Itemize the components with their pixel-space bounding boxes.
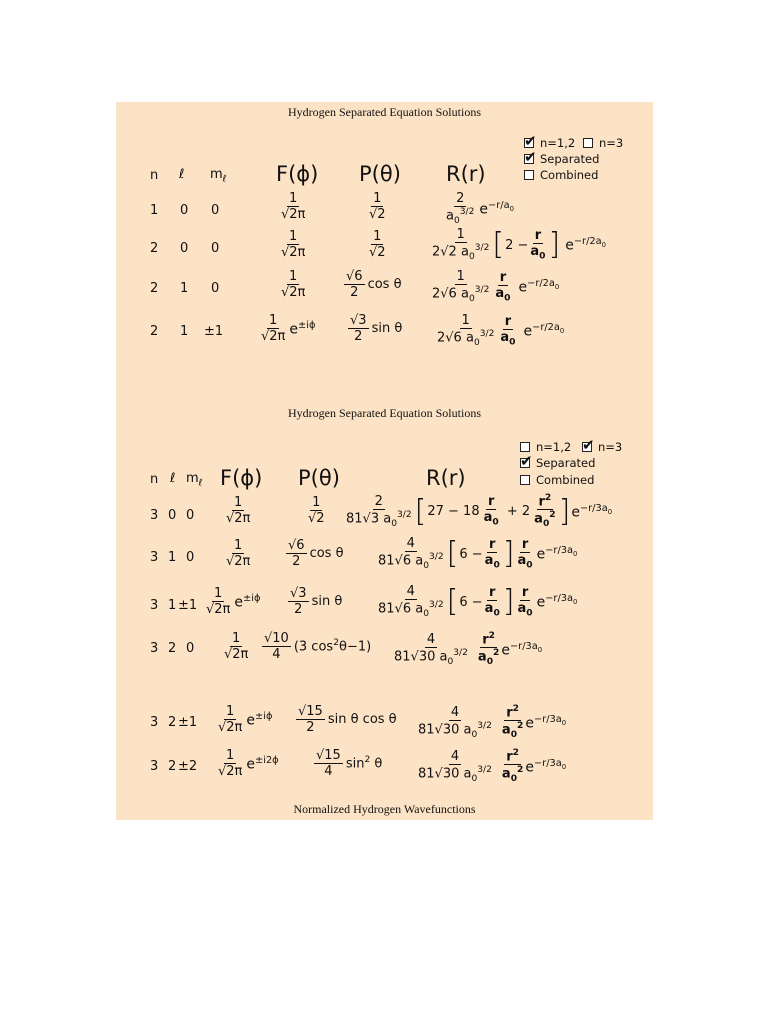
checkbox2-n12[interactable] xyxy=(520,442,530,452)
t1-row3-n: 2 xyxy=(150,281,159,296)
t2-row4-R: $\frac{4}{81√30 a_0^{3/2}}$ $\frac{r^2}{a_0^2}$ $e^{-r/3a_0}$ xyxy=(394,631,543,668)
t2-row1-m: 0 xyxy=(186,508,195,523)
t2-row6-l: 2 xyxy=(168,759,177,774)
option-separated[interactable]: ✔ Separated xyxy=(524,152,599,166)
t1-row4-R: $\frac{1}{2√6 a_0^{3/2}}$ $\frac{r}{a_0}$ $e^{-r/2a_0}$ xyxy=(437,313,565,348)
t2-row6-F: $\frac{1}{√2\pi}$ $e^{\pm i2\phi}$ xyxy=(218,748,279,779)
t1-row3-R: $\frac{1}{2√6 a_0^{3/2}}$ $\frac{r}{a_0}$ $e^{-r/2a_0}$ xyxy=(432,269,560,304)
t2-row4-m: 0 xyxy=(186,641,195,656)
t2-row1-l: 0 xyxy=(168,508,177,523)
col-F-header: F(ϕ) xyxy=(276,162,319,186)
t2-row3-F: $\frac{1}{√2\pi}$ $e^{\pm i\phi}$ xyxy=(206,586,261,617)
t2-row5-F: $\frac{1}{√2\pi}$ $e^{\pm i\phi}$ xyxy=(218,704,273,735)
t1-row2-F: $\frac{1}{√2\pi}$ xyxy=(281,229,306,260)
col-l-header: ℓ xyxy=(179,167,185,182)
t1-row2-R: $\frac{1}{2√2 a_0^{3/2}}$ [ 2 − $\frac{r}{a_0}$ ] $e^{-r/2a_0}$ xyxy=(432,227,606,262)
t2-row1-P: $\frac{1}{√2}$ xyxy=(308,495,325,526)
t2-row4-n: 3 xyxy=(150,641,159,656)
option2-n12[interactable]: n=1,2 xyxy=(520,440,571,454)
t2-row1-n: 3 xyxy=(150,508,159,523)
option-combined[interactable]: Combined xyxy=(524,168,598,182)
t2-row6-P: $\frac{√15}{4}$ $\sin^2 \theta$ xyxy=(316,748,383,779)
checkbox-separated[interactable] xyxy=(524,154,534,164)
t2-row3-l: 1 xyxy=(168,598,177,613)
t2-row1-R: $\frac{2}{81√3 a_0^{3/2}}$ [ 27 − 18 $\frac{r}{a_0}$ + 2 $\frac{r^2}{a_0^2}$ ] $e^{-r/3a_0}$ xyxy=(346,493,613,530)
t1-row4-m: ±1 xyxy=(204,324,224,339)
t1-row1-F: $\frac{1}{√2\pi}$ xyxy=(281,191,306,222)
t2-row6-R: $\frac{4}{81√30 a_0^{3/2}}$ $\frac{r^2}{a_0^2}$ $e^{-r/3a_0}$ xyxy=(418,748,567,785)
t2-row1-F: $\frac{1}{√2\pi}$ xyxy=(226,495,251,526)
t2-row2-l: 1 xyxy=(168,550,177,565)
t2-row3-P: $\frac{√3}{2}$ sin θ xyxy=(290,586,343,617)
t2-row4-l: 2 xyxy=(168,641,177,656)
t2-row5-R: $\frac{4}{81√30 a_0^{3/2}}$ $\frac{r^2}{a_0^2}$ $e^{-r/3a_0}$ xyxy=(418,704,567,741)
t2-row6-m: ±2 xyxy=(178,759,198,774)
table2-title: Hydrogen Separated Equation Solutions xyxy=(288,406,481,420)
t2-row3-m: ±1 xyxy=(178,598,198,613)
t2-row6-n: 3 xyxy=(150,759,159,774)
t1-row3-F: $\frac{1}{√2\pi}$ xyxy=(281,269,306,300)
t2-row3-n: 3 xyxy=(150,598,159,613)
t1-row3-m: 0 xyxy=(211,281,220,296)
t2-col-n-header: n xyxy=(150,472,159,487)
t1-row1-l: 0 xyxy=(180,203,189,218)
t2-row2-F: $\frac{1}{√2\pi}$ xyxy=(226,538,251,569)
checkbox-n3[interactable] xyxy=(583,138,593,148)
t1-row1-n: 1 xyxy=(150,203,159,218)
t2-row5-n: 3 xyxy=(150,715,159,730)
t1-row3-P: $\frac{√6}{2}$ cos θ xyxy=(346,269,402,300)
t2-row2-P: $\frac{√6}{2}$ cos θ xyxy=(288,538,344,569)
option-n3[interactable]: n=3 xyxy=(583,136,623,150)
t2-col-m-header: $m_\ell$ xyxy=(186,471,203,489)
t1-row2-P: $\frac{1}{√2}$ xyxy=(369,229,386,260)
t1-row4-F: $\frac{1}{√2\pi}$ $e^{\pm i\phi}$ xyxy=(261,313,316,344)
col-n-header: n xyxy=(150,168,159,183)
t2-row2-m: 0 xyxy=(186,550,195,565)
t2-row5-P: $\frac{√15}{2}$ sin θ cos θ xyxy=(298,704,397,735)
t1-row1-R: $\frac{2}{a_0^{3/2}}$ $e^{-r/a_0}$ xyxy=(446,191,514,226)
t1-row4-n: 2 xyxy=(150,324,159,339)
t2-row2-n: 3 xyxy=(150,550,159,565)
t1-row4-l: 1 xyxy=(180,324,189,339)
t2-col-l-header: ℓ xyxy=(170,471,176,486)
option2-combined[interactable]: Combined xyxy=(520,473,594,487)
checkbox2-separated[interactable] xyxy=(520,458,530,468)
t1-row2-n: 2 xyxy=(150,241,159,256)
col-R-header: R(r) xyxy=(446,162,486,186)
col-P-header: P(θ) xyxy=(359,162,401,186)
wavefunction-panel xyxy=(116,102,653,820)
t1-row1-m: 0 xyxy=(211,203,220,218)
checkbox2-combined[interactable] xyxy=(520,475,530,485)
t2-row5-m: ±1 xyxy=(178,715,198,730)
t2-row3-R: $\frac{4}{81√6 a_0^{3/2}}$ [ 6 − $\frac{r}{a_0}$ ] $\frac{r}{a_0}$ $e^{-r/3a_0}$ xyxy=(378,584,578,619)
t1-row2-m: 0 xyxy=(211,241,220,256)
t2-row4-P: $\frac{√10}{4}$ (3 $\cos^2\theta-1$) xyxy=(264,631,372,662)
t2-col-R-header: R(r) xyxy=(426,466,466,490)
t1-row3-l: 1 xyxy=(180,281,189,296)
checkbox-n12[interactable] xyxy=(524,138,534,148)
t1-row1-P: $\frac{1}{√2}$ xyxy=(369,191,386,222)
t2-row2-R: $\frac{4}{81√6 a_0^{3/2}}$ [ 6 − $\frac{r}{a_0}$ ] $\frac{r}{a_0}$ $e^{-r/3a_0}$ xyxy=(378,536,578,571)
col-m-header: $m_\ell$ xyxy=(210,167,227,185)
option2-n3[interactable]: ✔ n=3 xyxy=(582,440,622,454)
t2-col-F-header: F(ϕ) xyxy=(220,466,263,490)
t2-col-P-header: P(θ) xyxy=(298,466,340,490)
t2-row4-F: $\frac{1}{√2\pi}$ xyxy=(224,631,249,662)
option-n12[interactable]: ✔ n=1,2 xyxy=(524,136,575,150)
checkbox2-n3[interactable] xyxy=(582,442,592,452)
table1-title: Hydrogen Separated Equation Solutions xyxy=(288,105,481,119)
t1-row2-l: 0 xyxy=(180,241,189,256)
t2-row5-l: 2 xyxy=(168,715,177,730)
footer-caption: Normalized Hydrogen Wavefunctions xyxy=(293,802,476,816)
checkbox-combined[interactable] xyxy=(524,170,534,180)
option2-separated[interactable]: ✔ Separated xyxy=(520,456,595,470)
t1-row4-P: $\frac{√3}{2}$ sin θ xyxy=(350,313,403,344)
